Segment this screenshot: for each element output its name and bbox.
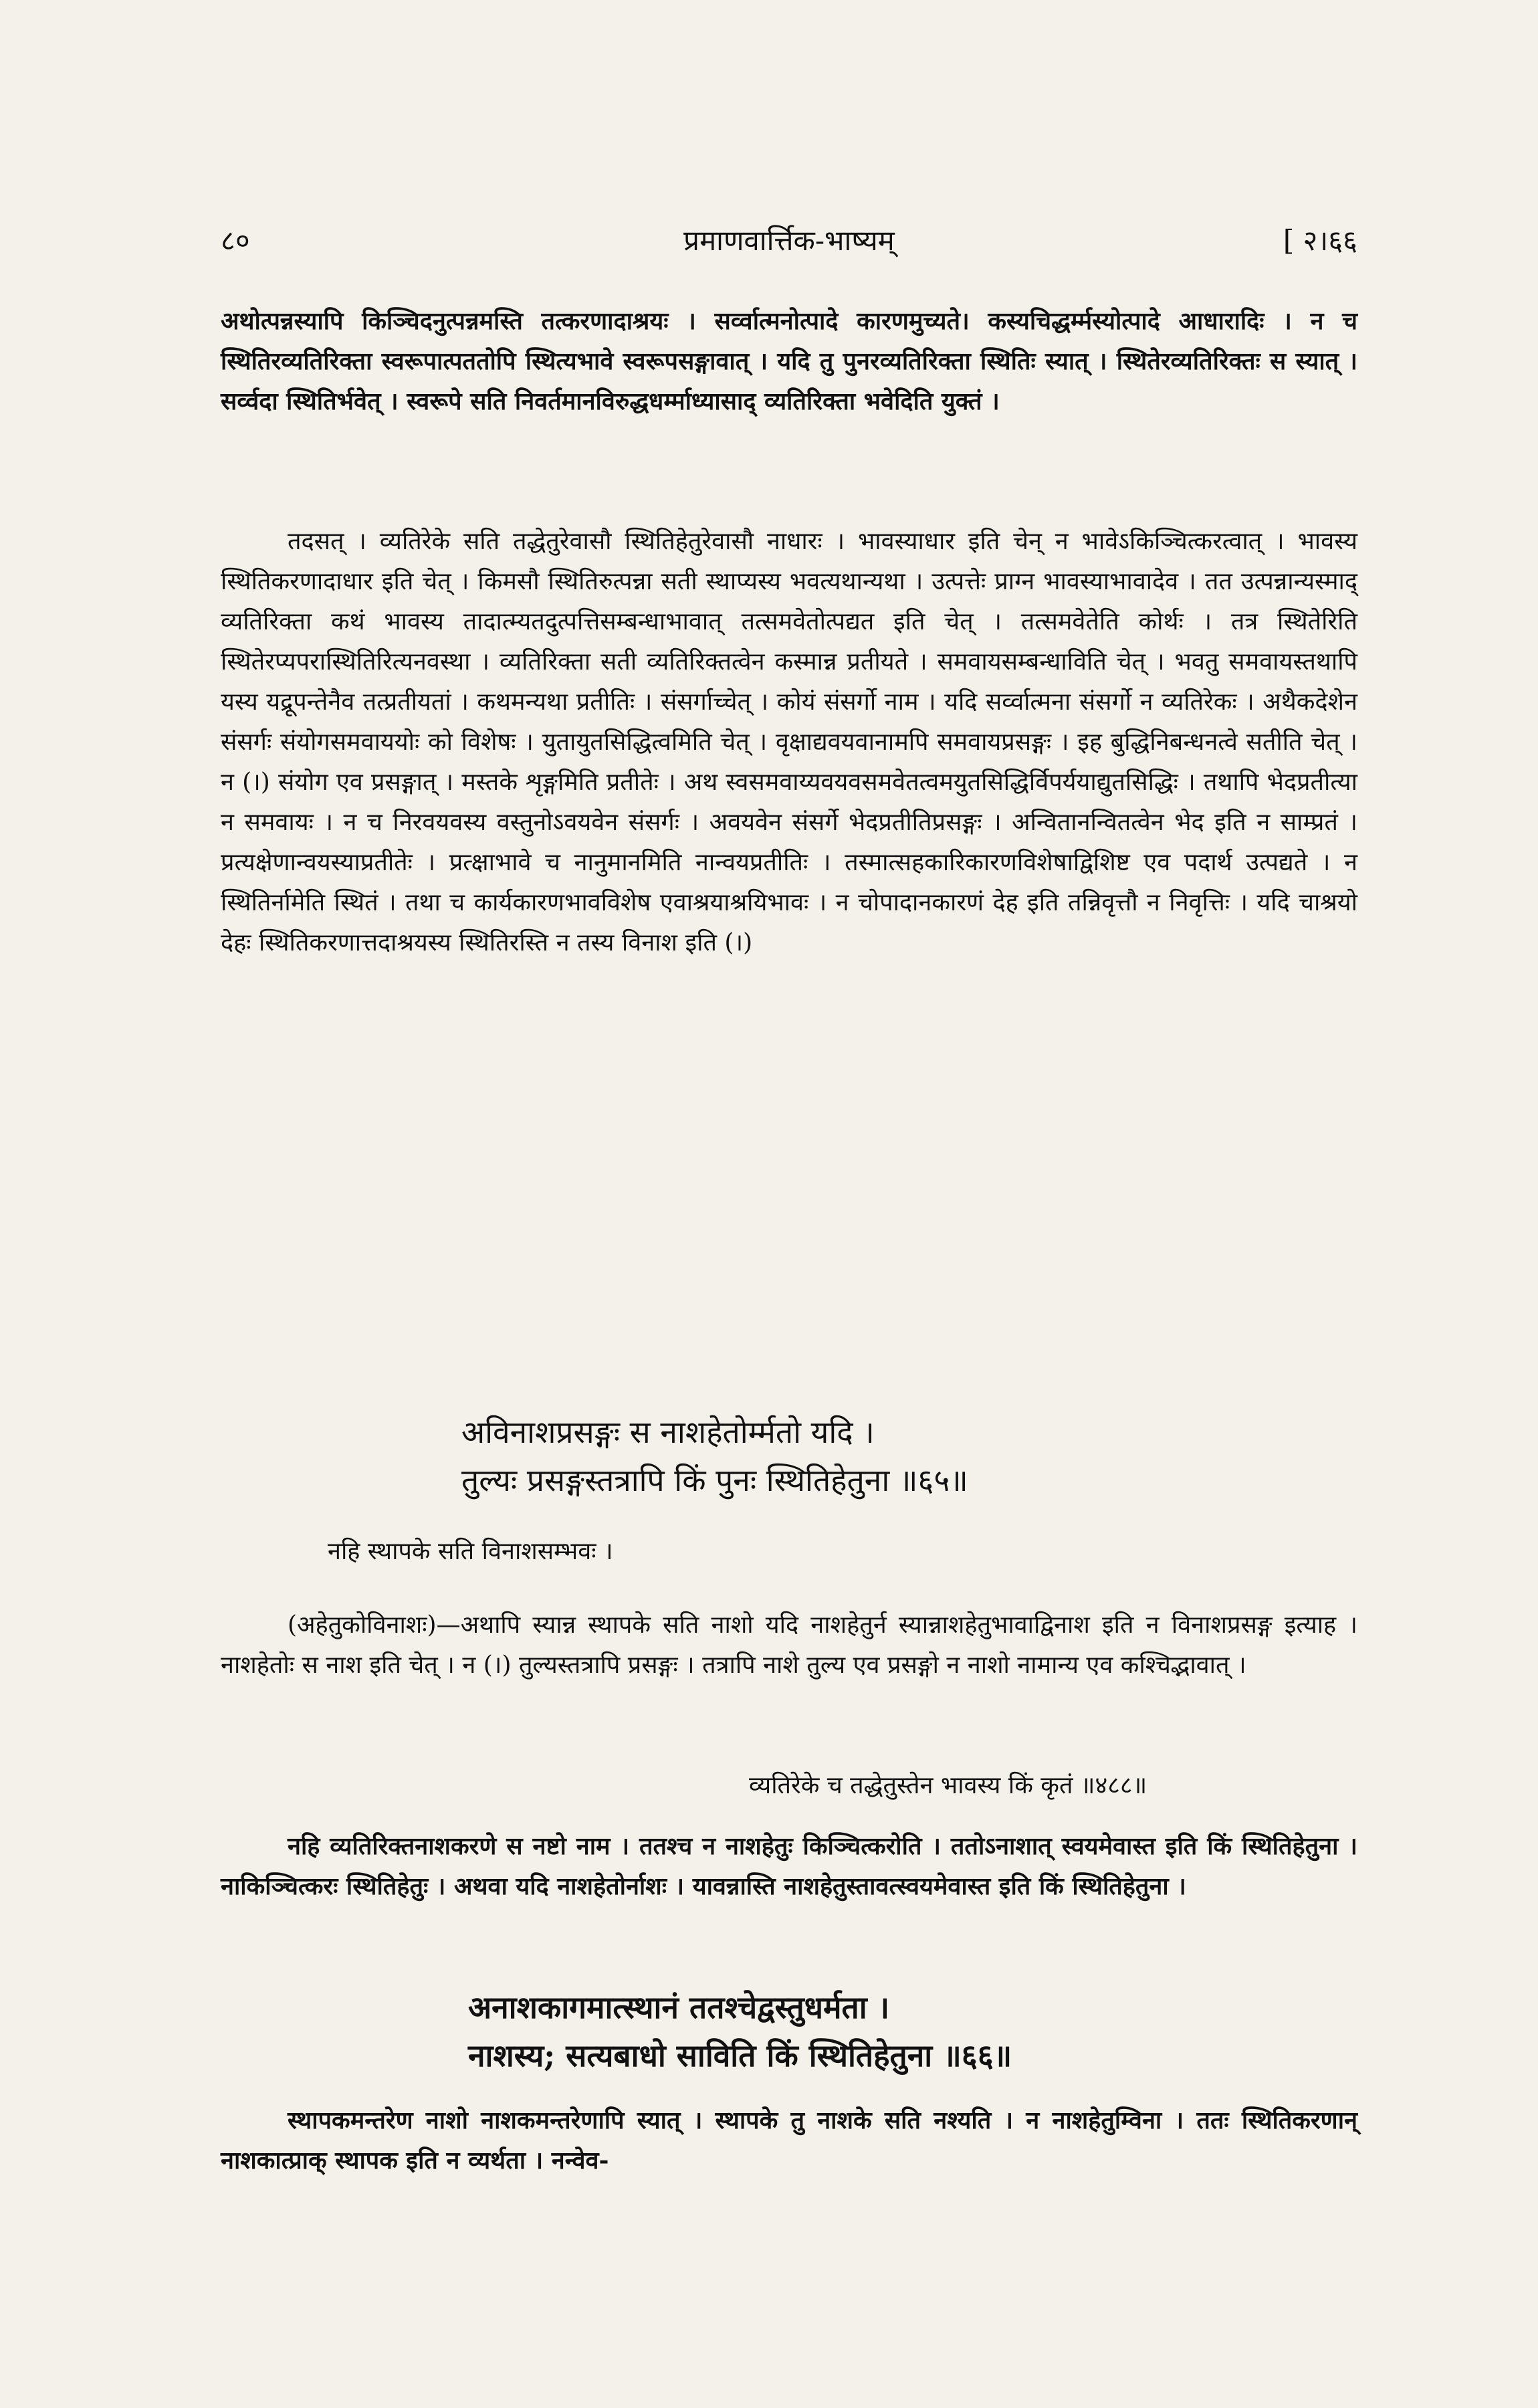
- paragraph-3: (अहेतुकोविनाशः)—अथापि स्यान्न स्थापके सति नाशो यदि नाशहेतुर्न स्यान्नाशहेतुभावाद्विनाश इति न विनाशप्रसङ्ग इत्याह । नाशहेतोः स नाश इति चेत् । न (।) तुल्यस्तत्रापि प्रसङ्गः । तत्रापि नाशे तुल्य एव प्रसङ्गो न नाशो नामान्य एव कश्चिद्भावात् ।: [221, 1611, 1357, 1679]
- paragraph-4: नहि व्यतिरिक्तनाशकरणे स नष्टो नाम । ततश्च न नाशहेतुः किञ्चित्करोति । ततोऽनाशात् स्वयमेवास्त इति किं स्थितिहेतुना । नाकिञ्चित्करः स्थितिहेतुः । अथवा यदि नाशहेतोर्नाशः । यावन्नास्ति नाशहेतुस्तावत्स्वयमेवास्त इति किं स्थितिहेतुना ।: [221, 1832, 1357, 1900]
- note-1: नहि स्थापके सति विनाशसम्भवः ।: [328, 1538, 613, 1565]
- verse-65-line-2: तुल्यः प्रसङ्गस्तत्रापि किं पुनः स्थितिहेतुना ॥६५॥: [461, 1462, 968, 1498]
- verse-65-line-1: अविनाशप्रसङ्गः स नाशहेतोर्म्मतो यदि ।: [461, 1414, 875, 1450]
- page-number: ८०: [221, 224, 250, 257]
- running-header: [221, 221, 1357, 268]
- verse-65: [461, 1408, 1331, 1504]
- running-title: प्रमाणवार्त्तिक-भाष्यम्: [683, 224, 895, 257]
- verse-66-line-1: अनाशकागमात्स्थानं ततश्चेद्वस्तुधर्मता ।: [468, 1989, 890, 2025]
- paragraph-2: तदसत् । व्यतिरेके सति तद्धेतुरेवासौ स्थितिहेतुरेवासौ नाधारः । भावस्याधार इति चेन् न भावेऽकिञ्चित्करत्वात् । भावस्य स्थितिकरणादाधार इति चेत् । किमसौ स्थितिरुत्पन्ना सती स्थाप्यस्य भवत्यथान्यथा । उत्पत्तेः प्राग्न भावस्याभावादेव । तत उत्पन्नान्यस्माद् व्यतिरिक्ता कथं भावस्य तादात्म्यतदुत्पत्तिसम्बन्धाभावात् तत्समवेतोत्पद्यत इति चेत् । तत्समवेतेति कोर्थः । तत्र स्थितेरिति स्थितेरप्यपरास्थितिरित्यनवस्था । व्यतिरिक्ता सती व्यतिरिक्तत्वेन कस्मान्न प्रतीयते । समवायसम्बन्धाविति चेत् । भवतु समवायस्तथापि यस्य यद्रूपन्तेनैव तत्प्रतीयतां । कथमन्यथा प्रतीतिः । संसर्गाच्चेत् । कोयं संसर्गो नाम । यदि सर्व्वात्मना संसर्गो न व्यतिरेकः । अथैकदेशेन संसर्गः संयोगसमवाययोः को विशेषः । युतायुतसिद्धित्वमिति चेत् । वृक्षाद्यवयवानामपि समवायप्रसङ्गः । इह बुद्धिनिबन्धनत्वे सतीति चेत् । न (।) संयोग एव प्रसङ्गात् । मस्तके शृङ्गमिति प्रतीतेः । अथ स्वसमवाय्यवयवसमवेतत्वमयुतसिद्धिर्विपर्ययाद्युतसिद्धिः । तथापि भेदप्रतीत्या न समवायः । न च निरवयवस्य वस्तुनोऽवयवेन संसर्गः । अवयवेन संसर्गे भेदप्रतीतिप्रसङ्गः । अन्वितानन्वितत्वेन भेद इति न साम्प्रतं । प्रत्यक्षेणान्वयस्याप्रतीतेः । प्रत्क्षाभावे च नानुमानमिति नान्वयप्रतीतिः । तस्मात्सहकारिकारणविशेषाद्विशिष्ट एव पदार्थ उत्पद्यते । न स्थितिर्नामेति स्थितं । तथा च कार्यकारणभावविशेष एवाश्रयाश्रयिभावः । न चोपादानकारणं देह इति तन्निवृत्तौ न निवृत्तिः । यदि चाश्रयो देहः स्थितिकरणात्तदाश्रयस्य स्थितिरस्ति न तस्य विनाश इति (।): [221, 528, 1357, 957]
- verse-66: [468, 1983, 1337, 2080]
- verse-66-line-2: नाशस्य; सत्यबाधो साविति किं स्थितिहेतुना ॥६६॥: [468, 2037, 1012, 2074]
- paragraph-5: स्थापकमन्तरेण नाशो नाशकमन्तरेणापि स्यात् । स्थापके तु नाशके सति नश्यति । न नाशहेतुम्विना । ततः स्थितिकरणान् नाशकात्प्राक् स्थापक इति न व्यर्थता । नन्वेव-: [221, 2106, 1357, 2175]
- section-reference: [ २।६६: [1283, 224, 1357, 257]
- quoted-verse: व्यतिरेके च तद्धेतुस्तेन भावस्य किं कृतं ॥४८८॥: [749, 1772, 1147, 1799]
- paragraph-1: अथोत्पन्नस्यापि किञ्चिदनुत्पन्नमस्ति तत्करणादाश्रयः । सर्व्वात्मनोत्पादे कारणमुच्यते। कस्यचिद्धर्म्मस्योत्पादे आधारादिः । न च स्थितिरव्यतिरिक्ता स्वरूपात्पततोपि स्थित्यभावे स्वरूपसङ्गावात् । यदि तु पुनरव्यतिरिक्ता स्थितिः स्यात् । स्थितेरव्यतिरिक्तः स स्यात् । सर्व्वदा स्थितिर्भवेत् । स्वरूपे सति निवर्तमानविरुद्धधर्म्माध्यासाद् व्यतिरिक्ता भवेदिति युक्तं ।: [221, 307, 1357, 415]
